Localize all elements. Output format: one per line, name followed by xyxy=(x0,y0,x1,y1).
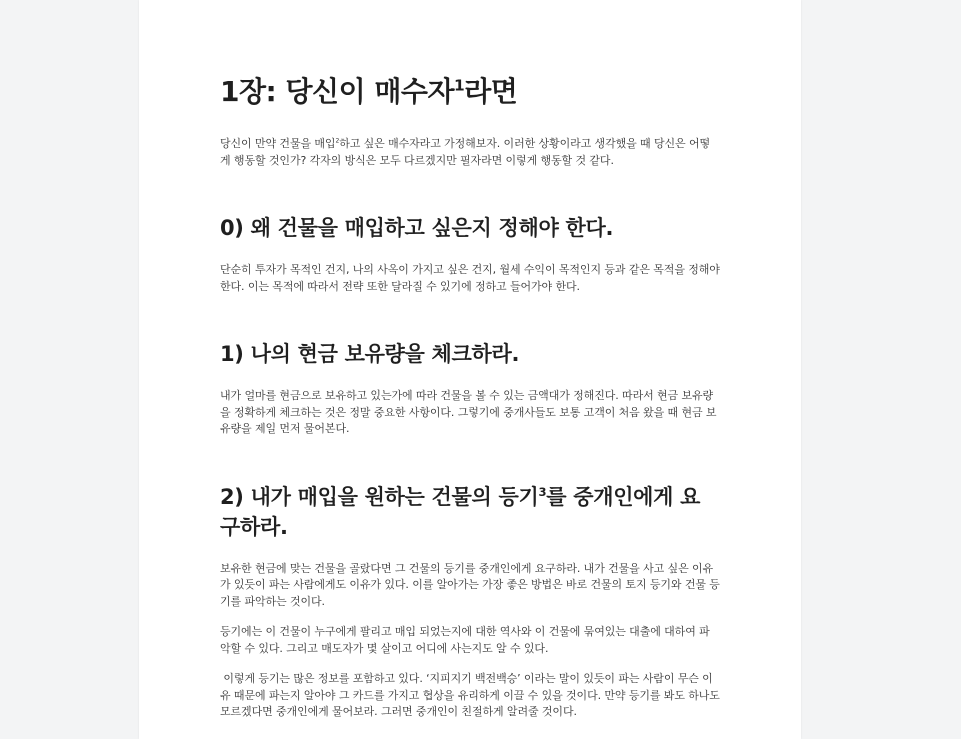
section-2-paragraph-3: 이렇게 등기는 많은 정보를 포함하고 있다. ‘지피지기 백전백승’ 이라는 말이 있듯이 파는 사람이 무슨 이유 때문에 파는지 알아야 그 카드를 가지고 협상을 유리하게 이끌 수 있을 것이다. 만약 등기를 봐도 하나도 모르겠다면 중개인에게 물어보라. 그러면 중개인이 친절하게 알려줄 것이다. xyxy=(220,672,724,718)
section-0-paragraph: 단순히 투자가 목적인 건지, 나의 사옥이 가지고 싶은 건지, 월세 수익이 목적인지 등과 같은 목적을 정해야 한다. 이는 목적에 따라서 전략 또한 달라질 수 있기에 정하고 들어가야 한다. xyxy=(220,263,720,293)
section-heading-2-text-end: 를 중개인에게 요구하라. xyxy=(220,484,701,539)
spacer xyxy=(220,169,720,213)
spacer xyxy=(220,657,720,671)
section-2-paragraph-1: 보유한 현금에 맞는 건물을 골랐다면 그 건물의 등기를 중개인에게 요구하라. 내가 건물을 사고 싶은 이유가 있듯이 파는 사람에게도 이유가 있다. 이를 알아가는 가장 좋은 방법은 바로 건물의 토지 등기와 건물 등기를 파악하는 것이다. xyxy=(220,561,720,608)
document-content xyxy=(220,74,724,721)
section-heading-2 xyxy=(220,482,720,542)
chapter-title-text: 1장: 당신이 매수자 xyxy=(220,75,455,108)
section-heading-2-text: 2) 내가 매입을 원하는 건물의 등기 xyxy=(220,484,539,509)
intro-paragraph xyxy=(220,136,720,169)
section-2-paragraph-2: 등기에는 이 건물이 누구에게 팔리고 매입 되었는지에 대한 역사와 이 건물에 묶여있는 대출에 대하여 파악할 수 있다. 그리고 매도자가 몇 살이고 어디에 사는지도 알 수 있다. xyxy=(220,625,710,655)
document-page xyxy=(139,0,801,739)
spacer xyxy=(220,438,720,482)
spacer xyxy=(220,295,720,339)
chapter-title-text-end: 라면 xyxy=(464,75,518,108)
chapter-title xyxy=(220,74,720,110)
section-1-paragraph: 내가 얼마를 현금으로 보유하고 있는가에 따라 건물을 볼 수 있는 금액대가 정해진다. 따라서 현금 보유량을 정확하게 체크하는 것은 정말 중요한 사항이다. 그렇기에 중개사들도 보통 고객이 처음 왔을 때 현금 보유량을 제일 먼저 물어본다. xyxy=(220,389,717,435)
section-heading-0: 0) 왜 건물을 매입하고 싶은지 정해야 한다. xyxy=(220,216,614,240)
intro-text: 당신이 만약 건물을 매입 xyxy=(220,137,336,150)
intro-text-end: 하고 싶은 매수자라고 가정해보자. 이러한 상황이라고 생각했을 때 당신은 어떻게 행동할 것인가? 각자의 방식은 모두 다르겠지만 필자라면 이렇게 행동할 것 같다. xyxy=(220,137,710,167)
footnote-ref-2[interactable]: 2 xyxy=(335,137,340,145)
footnote-ref-1[interactable]: 1 xyxy=(454,76,465,95)
spacer xyxy=(220,610,720,624)
section-heading-1: 1) 나의 현금 보유량을 체크하라. xyxy=(220,342,520,366)
footnote-ref-3[interactable]: 3 xyxy=(538,484,547,499)
